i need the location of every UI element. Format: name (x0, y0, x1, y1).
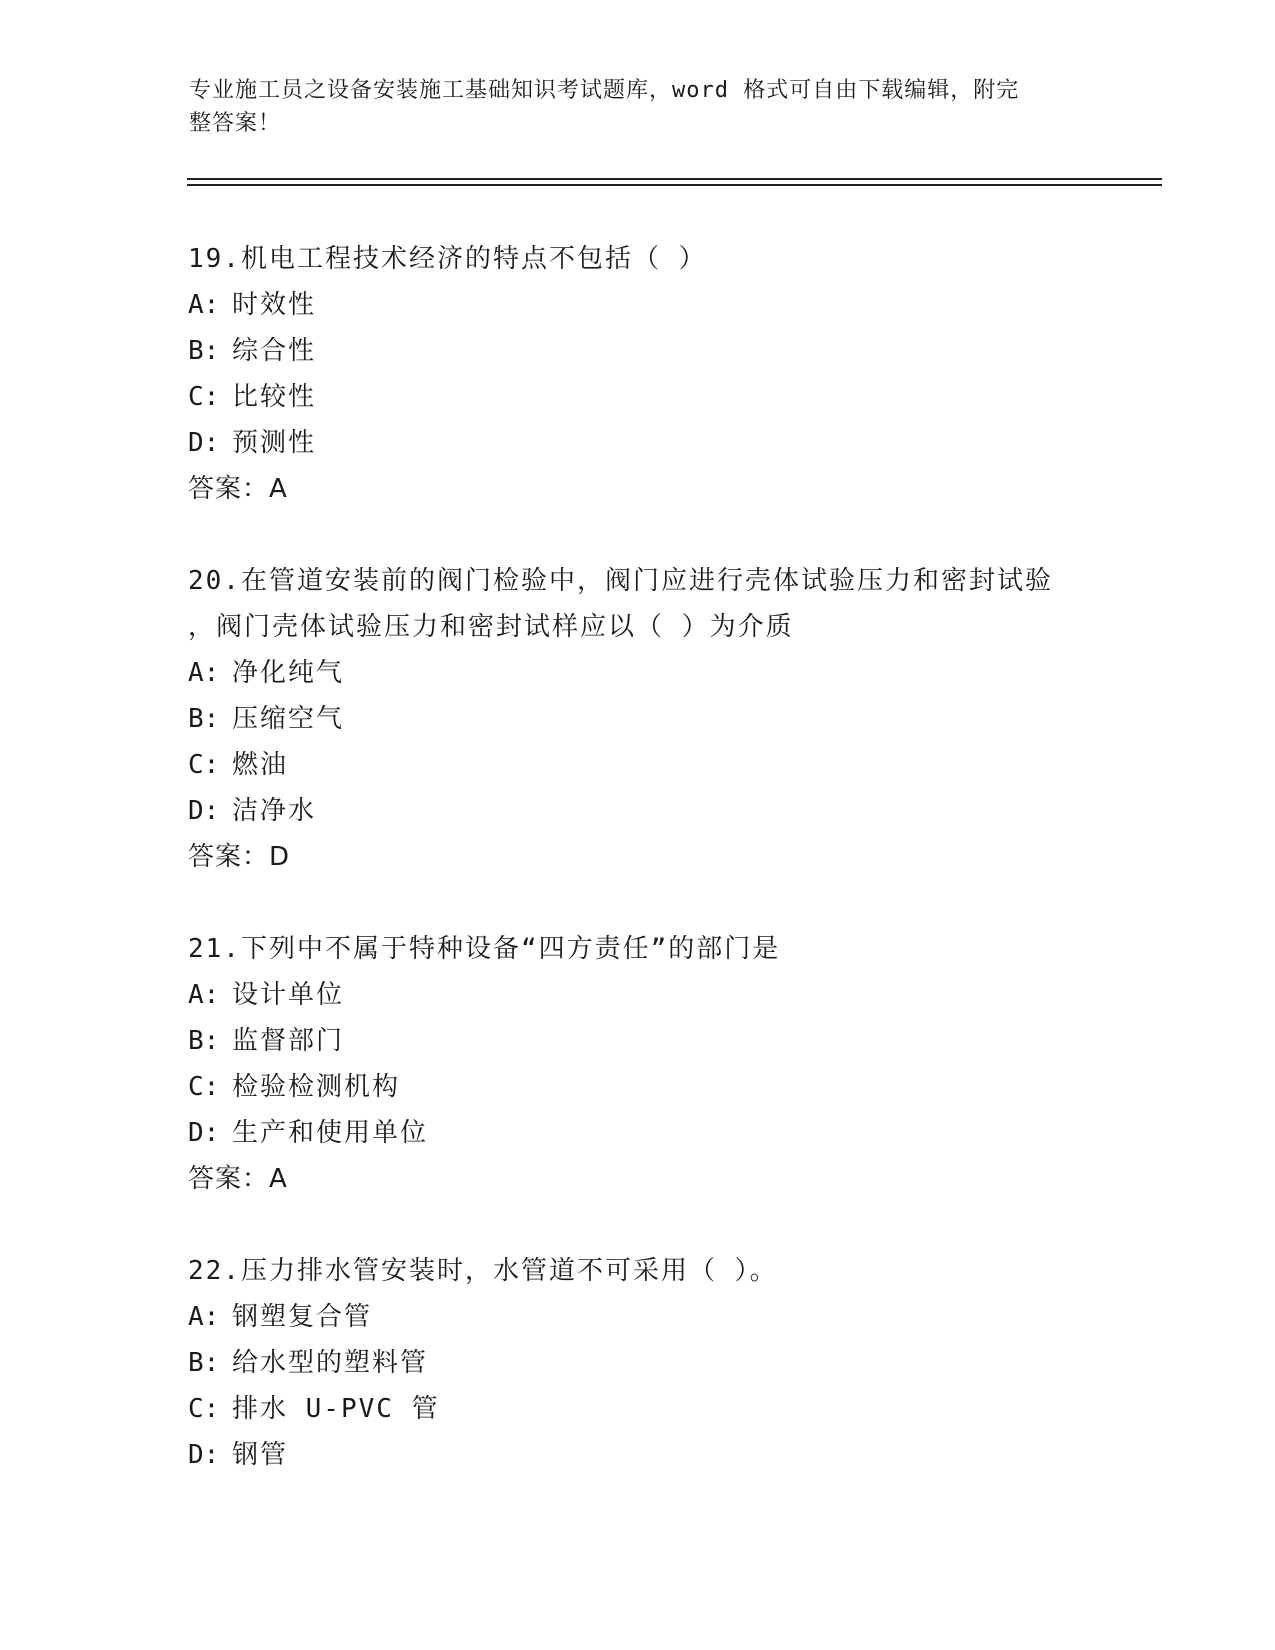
option-text: 给水型的塑料管 (232, 1348, 429, 1378)
question-stem: 22.压力排水管安装时，水管道不可采用（ ）。 (188, 1256, 778, 1286)
answer-line: 答案：D (188, 842, 291, 872)
option-text: 排水 U-PVC 管 (232, 1394, 440, 1424)
question-stem: 19.机电工程技术经济的特点不包括（ ） (188, 244, 707, 274)
question-list (188, 236, 1168, 1524)
question-21 (188, 926, 1168, 1202)
answer-line: 答案：A (188, 474, 288, 504)
option-letter: D: (188, 796, 220, 826)
option-text: 洁净水 (232, 796, 317, 826)
option-b (188, 696, 1168, 742)
header-divider-top (187, 178, 1162, 180)
option-text: 净化纯气 (232, 658, 345, 688)
option-b (188, 328, 1168, 374)
option-a (188, 650, 1168, 696)
option-letter: A: (188, 290, 220, 320)
option-letter: D: (188, 428, 220, 458)
option-text: 比较性 (232, 382, 317, 412)
option-letter: A: (188, 658, 220, 688)
option-text: 综合性 (232, 336, 317, 366)
answer-line: 答案：A (188, 1164, 288, 1194)
option-c (188, 374, 1168, 420)
option-a (188, 972, 1168, 1018)
question-22 (188, 1248, 1168, 1478)
option-b (188, 1018, 1168, 1064)
option-text: 钢塑复合管 (232, 1302, 373, 1332)
option-letter: C: (188, 382, 220, 412)
question-20 (188, 558, 1168, 880)
option-text: 检验检测机构 (232, 1072, 401, 1102)
option-b (188, 1340, 1168, 1386)
option-text: 生产和使用单位 (232, 1118, 429, 1148)
option-c (188, 1386, 1168, 1432)
option-text: 监督部门 (232, 1026, 345, 1056)
option-text: 预测性 (232, 428, 317, 458)
option-text: 燃油 (232, 750, 289, 780)
option-letter: D: (188, 1440, 220, 1470)
option-d (188, 420, 1168, 466)
question-stem: 20.在管道安装前的阀门检验中，阀门应进行壳体试验压力和密封试验 ，阀门壳体试验压力和密封试样应以（ ）为介质 (188, 566, 1053, 642)
header-text: 专业施工员之设备安装施工基础知识考试题库，word 格式可自由下载编辑，附完 整答案！ (189, 78, 1020, 136)
header-divider-bottom (187, 184, 1162, 186)
document-header (189, 74, 1089, 140)
option-letter: A: (188, 1302, 220, 1332)
option-text: 时效性 (232, 290, 317, 320)
option-c (188, 742, 1168, 788)
option-letter: B: (188, 1026, 220, 1056)
option-a (188, 282, 1168, 328)
option-letter: B: (188, 704, 220, 734)
option-letter: C: (188, 750, 220, 780)
option-text: 设计单位 (232, 980, 345, 1010)
option-letter: B: (188, 1348, 220, 1378)
option-c (188, 1064, 1168, 1110)
option-text: 钢管 (232, 1440, 289, 1470)
option-letter: A: (188, 980, 220, 1010)
question-stem: 21.下列中不属于特种设备“四方责任”的部门是 (188, 934, 781, 964)
question-19 (188, 236, 1168, 512)
option-a (188, 1294, 1168, 1340)
option-letter: D: (188, 1118, 220, 1148)
option-letter: C: (188, 1394, 220, 1424)
option-d (188, 788, 1168, 834)
option-letter: B: (188, 336, 220, 366)
option-d (188, 1110, 1168, 1156)
option-d (188, 1432, 1168, 1478)
option-letter: C: (188, 1072, 220, 1102)
option-text: 压缩空气 (232, 704, 345, 734)
